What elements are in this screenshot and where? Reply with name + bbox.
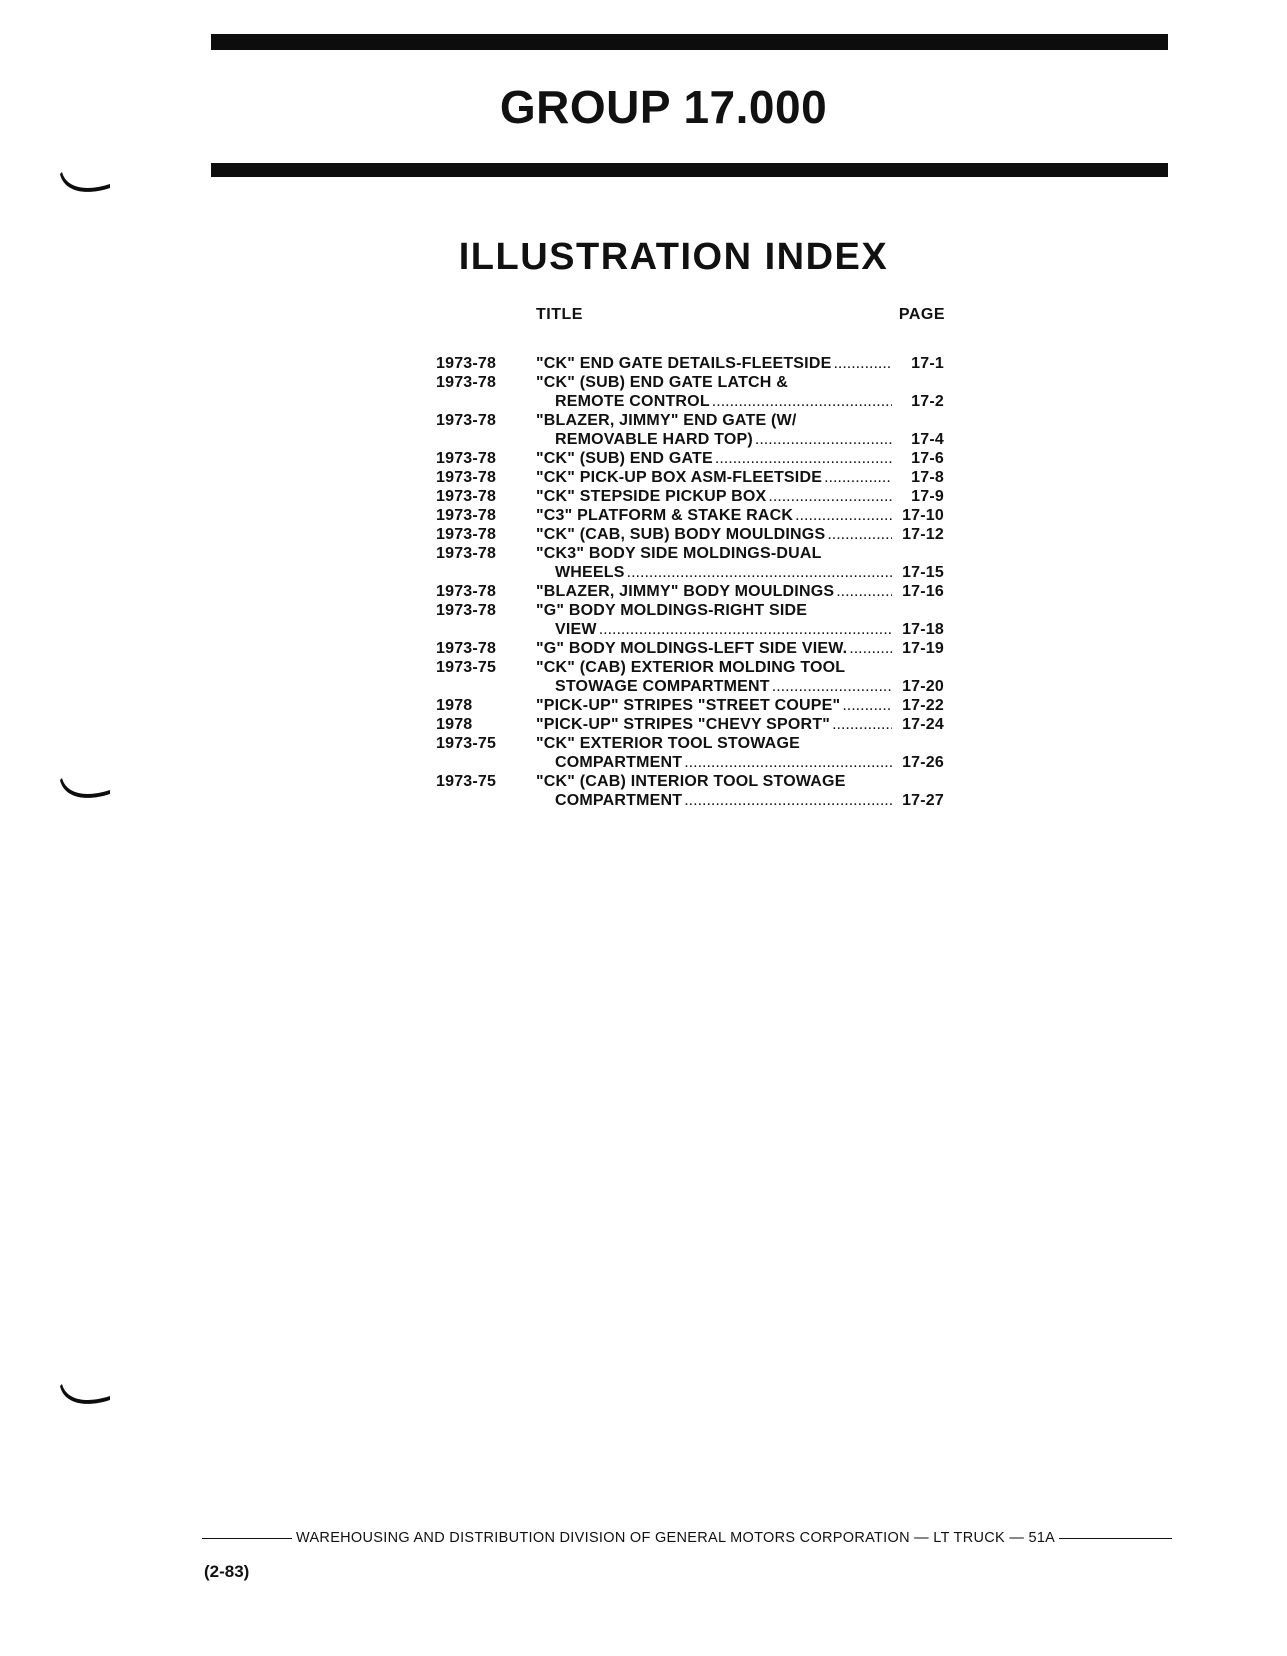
entry-year: 1973-78 (436, 355, 497, 372)
index-entry (436, 468, 944, 487)
entry-page: 17-9 (911, 488, 944, 505)
dot-leader (599, 620, 892, 639)
index-entry-line (436, 563, 944, 582)
entry-year: 1973-78 (436, 640, 497, 657)
index-entry-line (436, 544, 944, 563)
entry-title: COMPARTMENT (555, 792, 683, 809)
entry-title: "G" BODY MOLDINGS-LEFT SIDE VIEW. (536, 640, 848, 657)
index-entry-line (436, 658, 944, 677)
footer-text: WAREHOUSING AND DISTRIBUTION DIVISION OF GENERAL MOTORS CORPORATION — LT TRUCK — 51A (296, 1530, 1056, 1546)
dot-leader (755, 430, 892, 449)
index-entry (436, 772, 944, 810)
dot-leader (684, 753, 892, 772)
entry-year: 1973-78 (436, 526, 497, 543)
entry-page: 17-16 (902, 583, 944, 600)
entry-page: 17-8 (911, 469, 944, 486)
index-entry-line (436, 582, 944, 601)
entry-title: "CK" (CAB) INTERIOR TOOL STOWAGE (536, 773, 846, 790)
column-header-page: PAGE (898, 306, 945, 323)
index-entry (436, 639, 944, 658)
entry-year (436, 430, 536, 449)
entry-year: 1973-75 (436, 659, 497, 676)
entry-page: 17-15 (902, 564, 944, 581)
entry-title: "CK" (SUB) END GATE LATCH & (536, 374, 788, 391)
binder-hole-mark-icon (60, 776, 112, 802)
index-entry (436, 582, 944, 601)
entry-page: 17-22 (902, 697, 944, 714)
index-entry (436, 354, 944, 373)
entry-title: STOWAGE COMPARTMENT (555, 678, 770, 695)
entry-year: 1973-78 (436, 469, 497, 486)
index-entry (436, 506, 944, 525)
entry-year: 1973-78 (436, 583, 497, 600)
index-title: ILLUSTRATION INDEX (458, 236, 889, 278)
entry-page: 17-27 (902, 792, 944, 809)
dot-leader (795, 506, 892, 525)
entry-title: "CK" (CAB) EXTERIOR MOLDING TOOL (536, 659, 846, 676)
index-entry (436, 715, 944, 734)
dot-leader (684, 791, 892, 810)
index-entry-line (436, 753, 944, 772)
index-entry-line (436, 449, 944, 468)
footer (202, 1530, 1172, 1546)
entry-title: "PICK-UP" STRIPES "STREET COUPE" (536, 697, 841, 714)
index-entry-line (436, 791, 944, 810)
index-entry (436, 658, 944, 696)
dot-leader (832, 715, 892, 734)
entry-title: "CK" (CAB, SUB) BODY MOULDINGS (536, 526, 826, 543)
index-entry-line (436, 506, 944, 525)
entry-title: "CK" STEPSIDE PICKUP BOX (536, 488, 767, 505)
entry-title: COMPARTMENT (555, 754, 683, 771)
index-entry-line (436, 354, 944, 373)
entry-year: 1973-78 (436, 412, 497, 429)
dot-leader (842, 696, 892, 715)
dot-leader (772, 677, 892, 696)
entry-year (436, 753, 536, 772)
dot-leader (627, 563, 892, 582)
entry-title: "CK" END GATE DETAILS-FLEETSIDE (536, 355, 832, 372)
index-entry-line (436, 734, 944, 753)
entry-title: WHEELS (555, 564, 625, 581)
index-entry (436, 449, 944, 468)
entry-year (436, 563, 536, 582)
dot-leader (768, 487, 892, 506)
revision-code: (2-83) (204, 1562, 250, 1581)
entry-title: "G" BODY MOLDINGS-RIGHT SIDE (536, 602, 808, 619)
entry-title: "BLAZER, JIMMY" BODY MOULDINGS (536, 583, 835, 600)
entry-page: 17-26 (902, 754, 944, 771)
index-entry-line (436, 468, 944, 487)
footer-rule-left (202, 1538, 292, 1539)
entry-title: REMOTE CONTROL (555, 393, 710, 410)
entry-page: 17-12 (902, 526, 944, 543)
entry-year: 1978 (436, 716, 473, 733)
index-entry-line (436, 639, 944, 658)
dot-leader (824, 468, 892, 487)
index-entry (436, 411, 944, 449)
index-entry-line (436, 487, 944, 506)
entry-page: 17-20 (902, 678, 944, 695)
index-entry-line (436, 696, 944, 715)
index-entry-line (436, 411, 944, 430)
dot-leader (827, 525, 892, 544)
dot-leader (849, 639, 892, 658)
entry-page: 17-19 (902, 640, 944, 657)
entry-year (436, 620, 536, 639)
entry-year: 1973-78 (436, 545, 497, 562)
entry-page: 17-6 (911, 450, 944, 467)
entry-page: 17-1 (911, 355, 944, 372)
index-entry-line (436, 620, 944, 639)
group-title: GROUP 17.000 (499, 81, 828, 133)
entry-year: 1973-75 (436, 735, 497, 752)
index-entry-line (436, 392, 944, 411)
entry-title: "CK" (SUB) END GATE (536, 450, 713, 467)
bottom-rule (211, 163, 1168, 177)
index-entry (436, 696, 944, 715)
binder-hole-mark-icon (60, 170, 112, 196)
entry-page: 17-10 (902, 507, 944, 524)
illustration-index-list (436, 354, 944, 810)
entry-page: 17-24 (902, 716, 944, 733)
index-entry-line (436, 677, 944, 696)
index-entry-line (436, 525, 944, 544)
entry-year: 1973-78 (436, 374, 497, 391)
index-entry-line (436, 715, 944, 734)
dot-leader (712, 392, 892, 411)
entry-title: "C3" PLATFORM & STAKE RACK (536, 507, 794, 524)
entry-year (436, 392, 536, 411)
index-entry (436, 544, 944, 582)
entry-year: 1973-78 (436, 507, 497, 524)
entry-title: "CK" EXTERIOR TOOL STOWAGE (536, 735, 800, 752)
entry-page: 17-2 (911, 393, 944, 410)
entry-year: 1973-78 (436, 602, 497, 619)
entry-title: VIEW (555, 621, 597, 638)
index-entry-line (436, 601, 944, 620)
index-entry (436, 734, 944, 772)
dot-leader (833, 354, 892, 373)
dot-leader (836, 582, 892, 601)
entry-title: "CK" PICK-UP BOX ASM-FLEETSIDE (536, 469, 823, 486)
index-entry (436, 487, 944, 506)
entry-title: "BLAZER, JIMMY" END GATE (W/ (536, 412, 797, 429)
dot-leader (715, 449, 892, 468)
index-entry (436, 525, 944, 544)
entry-title: REMOVABLE HARD TOP) (555, 431, 753, 448)
index-entry-line (436, 772, 944, 791)
entry-title: "CK3" BODY SIDE MOLDINGS-DUAL (536, 545, 822, 562)
entry-year: 1973-78 (436, 488, 497, 505)
column-header-title: TITLE (536, 306, 583, 323)
index-entry-line (436, 430, 944, 449)
index-entry-line (436, 373, 944, 392)
footer-rule-right (1059, 1538, 1172, 1539)
index-entry (436, 373, 944, 411)
entry-year: 1978 (436, 697, 473, 714)
entry-year: 1973-78 (436, 450, 497, 467)
entry-year (436, 677, 536, 696)
top-rule (211, 34, 1168, 50)
entry-year (436, 791, 536, 810)
entry-page: 17-18 (902, 621, 944, 638)
entry-year: 1973-75 (436, 773, 497, 790)
entry-page: 17-4 (911, 431, 944, 448)
entry-title: "PICK-UP" STRIPES "CHEVY SPORT" (536, 716, 831, 733)
index-entry (436, 601, 944, 639)
binder-hole-mark-icon (60, 1382, 112, 1408)
